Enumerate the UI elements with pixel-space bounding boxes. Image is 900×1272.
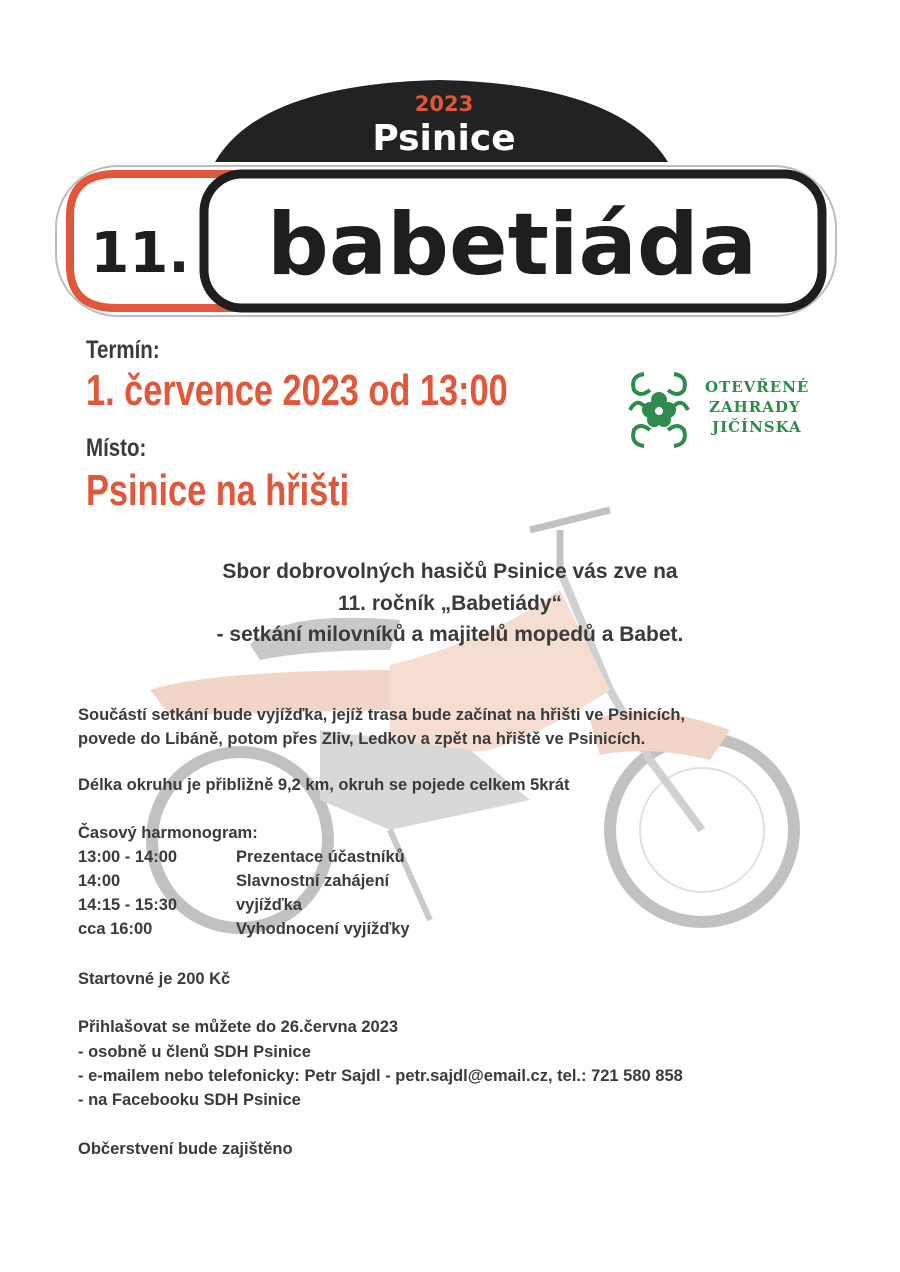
intro-line-1: Sbor dobrovolných hasičů Psinice vás zve na xyxy=(222,560,678,583)
date-label: Termín: xyxy=(86,336,160,364)
schedule-time: 13:00 - 14:00 xyxy=(78,848,178,866)
gardens-logo xyxy=(626,368,816,452)
logo-line-3: JIČÍNSKA xyxy=(712,418,802,436)
place-label: Místo: xyxy=(86,434,147,462)
entry-fee: Startovné je 200 Kč xyxy=(78,970,231,988)
schedule-time: 14:15 - 15:30 xyxy=(78,896,178,914)
header-edition: 11. xyxy=(90,221,190,286)
schedule-event: Prezentace účastníků xyxy=(236,848,405,866)
registration-item: - osobně u členů SDH Psinice xyxy=(78,1043,311,1061)
route-line-1: Součástí setkání bude vyjížďka, jejíž trasa bude začínat na hřišti ve Psinicích, xyxy=(78,706,685,724)
registration-item: - e-mailem nebo telefonicky: Petr Sajdl - petr.sajdl@email.cz, tel.: 721 580 858 xyxy=(78,1067,683,1085)
date-value: 1. července 2023 od 13:00 xyxy=(86,366,508,415)
intro-line-3: - setkání milovníků a majitelů mopedů a Babet. xyxy=(216,623,684,646)
schedule-event: Vyhodnocení vyjížďky xyxy=(236,920,410,938)
schedule-event: Slavnostní zahájení xyxy=(236,872,390,890)
place-value: Psinice na hřišti xyxy=(86,466,350,515)
header-plate xyxy=(0,0,900,330)
schedule-time: 14:00 xyxy=(78,872,121,890)
header-village: Psinice xyxy=(372,118,516,159)
schedule-title: Časový harmonogram: xyxy=(78,824,258,842)
registration-title: Přihlašovat se můžete do 26.června 2023 xyxy=(78,1018,399,1036)
logo-line-2: ZAHRADY xyxy=(709,398,801,416)
header-year: 2023 xyxy=(414,92,474,116)
registration-item: - na Facebooku SDH Psinice xyxy=(78,1091,301,1109)
intro-line-2: 11. ročník „Babetiády“ xyxy=(337,592,563,615)
flower-icon xyxy=(626,368,692,452)
header-event-name: babetiáda xyxy=(267,195,757,295)
schedule-time: cca 16:00 xyxy=(78,920,153,938)
schedule-event: vyjížďka xyxy=(236,896,302,914)
route-length: Délka okruhu je přibližně 9,2 km, okruh se pojede celkem 5krát xyxy=(78,776,570,794)
logo-line-1: OTEVŘENÉ xyxy=(705,378,810,396)
route-line-2: povede do Libáně, potom přes Zliv, Ledkov a zpět na hřiště ve Psinicích. xyxy=(78,730,646,748)
refreshments-note: Občerstvení bude zajištěno xyxy=(78,1140,293,1158)
